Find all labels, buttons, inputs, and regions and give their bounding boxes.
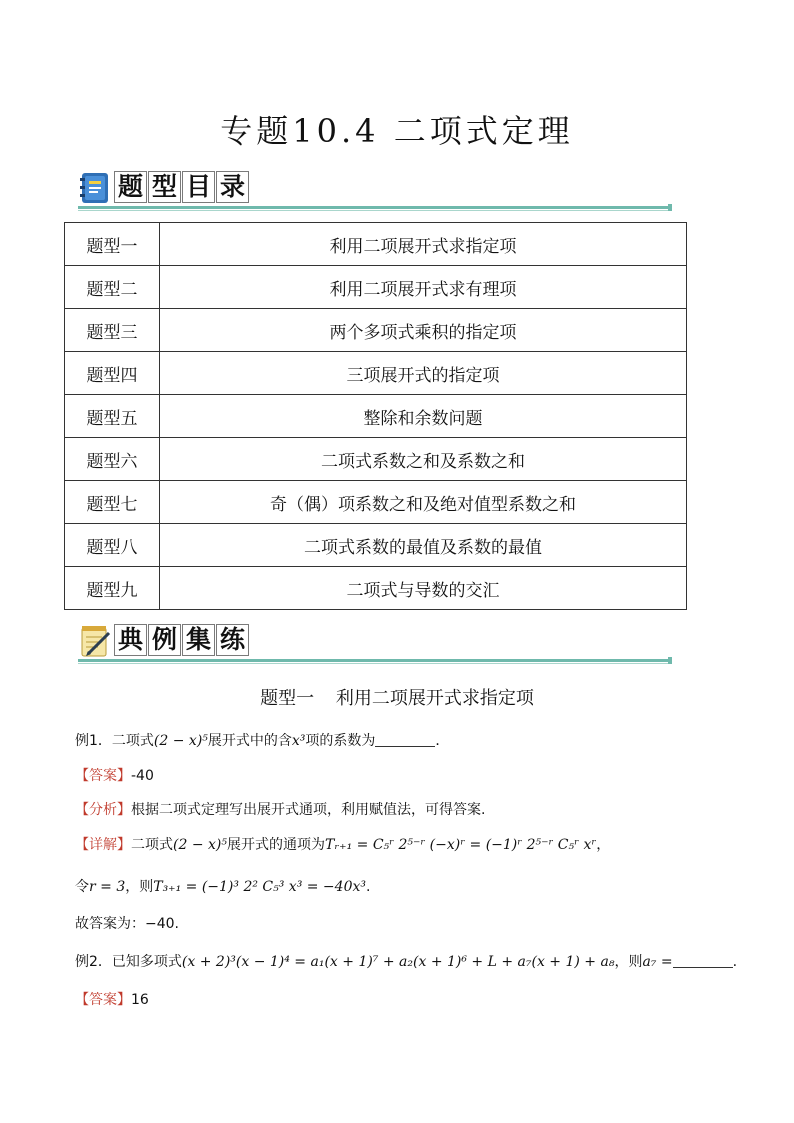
topic-cell: 利用二项展开式求指定项 [160,223,687,266]
text: . [732,954,738,970]
table-row [65,567,687,610]
topic-cell: 两个多项式乘积的指定项 [160,309,687,352]
answer-value: -40 [131,768,154,784]
type-cell: 题型四 [65,352,160,395]
text: 例1．二项式 [75,733,154,749]
math-expression: T₃₊₁ = (−1)³ 2² C₅³ x³ = −40x³ [153,879,366,895]
text: ， [596,837,611,853]
type-cell: 题型八 [65,524,160,567]
math-expression: Tᵣ₊₁ = C₅ʳ 2⁵⁻ʳ (−x)ʳ = (−1)ʳ 2⁵⁻ʳ C₅ʳ xʳ [324,837,597,853]
text: . [366,879,371,895]
math-expression: (2 − x)⁵ [173,837,227,853]
table-row [65,524,687,567]
math-variable: a₇ = [642,954,673,970]
topic-cell: 二项式系数的最值及系数的最值 [160,524,687,567]
header-underline-thin [78,663,672,664]
header-underline-thin [78,210,672,211]
examples-header-char: 集 [182,624,215,656]
type-cell: 题型五 [65,395,160,438]
topic-cell: 利用二项展开式求有理项 [160,266,687,309]
text: 二项式 [131,837,173,853]
topic-cell: 二项式与导数的交汇 [160,567,687,610]
text: ，则 [614,954,643,970]
answer-value: 16 [131,992,149,1008]
header-underline-cap [668,204,672,211]
header-underline-cap [668,657,672,664]
example-1-step [75,876,370,896]
notebook-icon [78,171,112,205]
answer-tag: 【答案】 [75,768,131,784]
type-cell: 题型九 [65,567,160,610]
text: 例2．已知多项式 [75,954,182,970]
examples-header-char: 例 [148,624,181,656]
section-subtitle [0,684,794,710]
examples-header-char: 练 [216,624,249,656]
examples-header-char: 典 [114,624,147,656]
answer-tag: 【答案】 [75,992,131,1008]
header-underline [78,659,672,662]
notepad-pen-icon [78,624,112,658]
detail-tag: 【详解】 [75,837,131,853]
table-row [65,223,687,266]
type-cell: 题型七 [65,481,160,524]
analysis-tag: 【分析】 [75,802,131,818]
table-row [65,481,687,524]
example-2-question [75,951,737,971]
text: 展开式的通项为 [226,837,325,853]
analysis-text: 根据二项式定理写出展开式通项，利用赋值法，可得答案. [131,802,486,818]
answer-blank [375,732,435,747]
text: 展开式中的含 [207,733,292,749]
type-cell: 题型二 [65,266,160,309]
catalog-header-char: 题 [114,171,147,203]
answer-blank [673,953,733,968]
section-topic: 利用二项展开式求指定项 [335,688,534,709]
example-1-answer [75,765,154,785]
section-type: 题型一 [260,688,315,709]
table-row [65,309,687,352]
example-1-question [75,730,449,750]
topic-cell: 整除和余数问题 [160,395,687,438]
math-expression: (2 − x)⁵ [153,733,208,749]
example-2-answer [75,989,149,1009]
math-expression: r = 3 [89,879,126,895]
catalog-header-char: 型 [148,171,181,203]
table-row [65,266,687,309]
topic-cell: 三项展开式的指定项 [160,352,687,395]
math-expression: (x + 2)³(x − 1)⁴ = a₁(x + 1)⁷ + a₂(x + 1)⁶ + L + a₇(x + 1) + a₈ [181,954,615,970]
catalog-header-char: 录 [216,171,249,203]
text: 项的系数为 [305,733,376,749]
header-underline [78,206,672,209]
table-row [65,352,687,395]
page-title: 专题10.4 二项式定理 [220,112,574,150]
text: ，则 [125,879,154,895]
example-1-detail [75,834,610,854]
topic-cell: 二项式系数之和及系数之和 [160,438,687,481]
text: 令 [75,879,89,895]
catalog-header-char: 目 [182,171,215,203]
topic-cell: 奇（偶）项系数之和及绝对值型系数之和 [160,481,687,524]
math-variable: x³ [291,733,306,749]
table-row [65,395,687,438]
catalog-table [64,222,687,610]
text: ． [435,733,450,749]
type-cell: 题型六 [65,438,160,481]
example-1-conclusion: 故答案为：−40. [75,916,179,932]
example-1-analysis [75,799,485,819]
type-cell: 题型一 [65,223,160,266]
type-cell: 题型三 [65,309,160,352]
table-row [65,438,687,481]
